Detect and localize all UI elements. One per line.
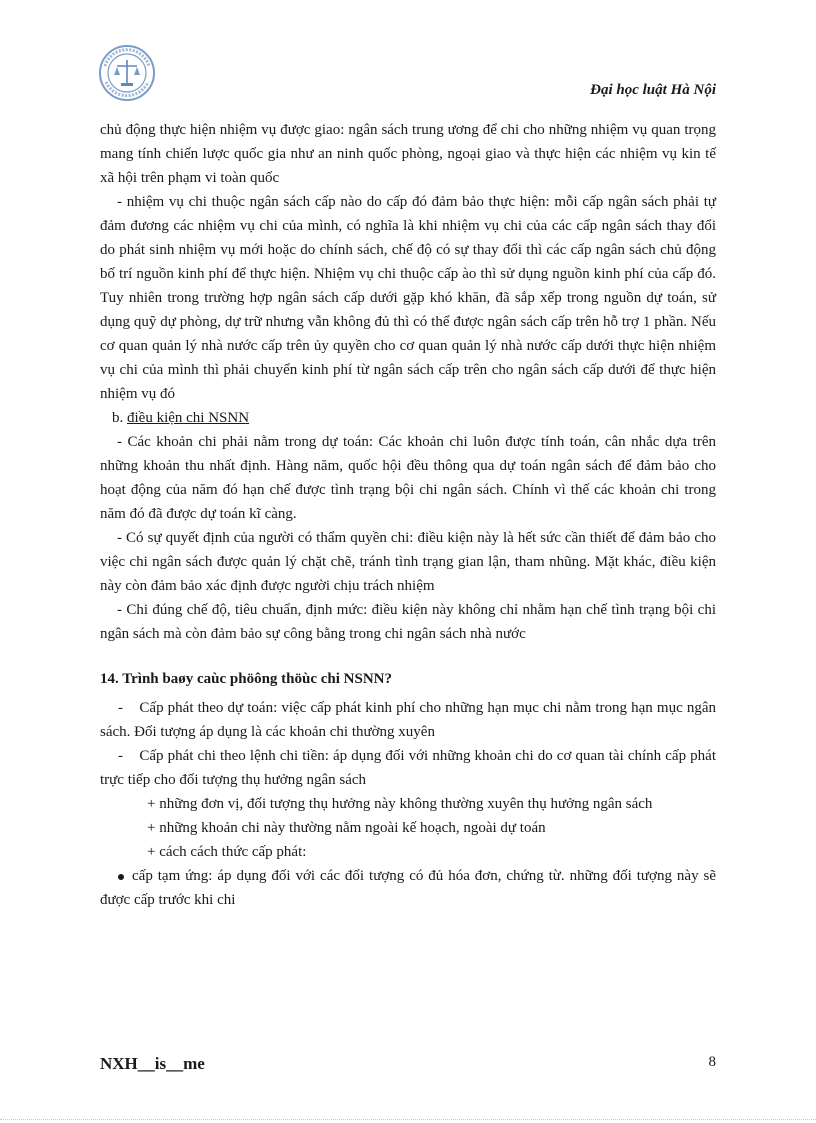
subheading-letter: b. xyxy=(112,410,124,426)
header-university-name: Đại học luật Hà Nội xyxy=(590,82,716,98)
university-seal-logo xyxy=(98,44,156,102)
bullet-item xyxy=(100,864,716,912)
subheading-text: điều kiện chi NSNN xyxy=(127,410,250,426)
document-body xyxy=(100,118,720,912)
subheading xyxy=(100,406,716,430)
sub-list-item: + những đơn vị, đối tượng thụ hưởng này không thường xuyên thụ hưởng ngân sách xyxy=(147,796,653,812)
list-item: - Cấp phát chi theo lệnh chi tiền: áp dụng đối với những khoản chi do cơ quan tài chính cấp phát trực tiếp cho đối tượng thụ hưởng ngân sách xyxy=(100,748,720,788)
sub-list-item: + những khoản chi này thường nằm ngoài kế hoạch, ngoài dự toán xyxy=(147,820,546,836)
paragraph: - Các khoản chi phải nằm trong dự toán: Các khoản chi luôn được tính toán, cân nhắc dựa trên những khoản thu nhất định. Hàng năm, quốc hội đều thông qua dự toán ngân sách để đảm bảo cho hoạt động của năm đó hạn chế được tình trạng bội chi ngân sách. Chính vì thế các khoản chi trong năm đó đã được dự toán kĩ càng. xyxy=(100,434,716,522)
question-heading: 14. Trình baøy caùc phöông thöùc chi NSNN? xyxy=(100,671,393,687)
paragraph: chủ động thực hiện nhiệm vụ được giao: ngân sách trung ương để chi cho những nhiệm vụ quan trọng mang tính chiến lược quốc gia như an ninh quốc phòng, ngoại giao và thực hiện các nhiệm vụ kin tế xã hội trên phạm vi toàn quốc xyxy=(100,122,716,186)
paragraph: - Chi đúng chế độ, tiêu chuẩn, định mức: điều kiện này không chỉ nhằm hạn chế tình trạng bội chi ngân sách mà còn đảm bảo sự công bằng trong chi ngân sách nhà nước xyxy=(100,602,716,642)
paragraph: - Có sự quyết định của người có thẩm quyền chi: điều kiện này là hết sức cần thiết để đảm bảo cho việc chi ngân sách được quản lý chặt chẽ, tránh tình trạng gian lận, tham nhũng. Mặt khác, điều kiện này còn đảm bảo xác định được người chịu trách nhiệm xyxy=(100,530,716,594)
sub-list-item: + cách cách thức cấp phát: xyxy=(147,844,307,860)
bullet-text: cấp tạm ứng: áp dụng đối với các đối tượng có đủ hóa đơn, chứng từ. những đối tượng này sẽ được cấp trước khi chi xyxy=(100,868,716,908)
bullet-icon xyxy=(118,874,124,880)
paragraph: - nhiệm vụ chi thuộc ngân sách cấp nào do cấp đó đảm bảo thực hiện: mỗi cấp ngân sách phải tự đảm đương các nhiệm vụ chi của mình, có nghĩa là khi nhiệm vụ chi của các cấp ngân sách thay đổi do phát sinh nhiệm vụ mới hoặc do chính sách, chế độ có sự thay đổi thì các cấp ngân sách chủ động bố trí nguồn kinh phí để thực hiện. Nhiệm vụ chi thuộc cấp ào thì sử dụng nguồn kinh phí của cấp đó. Tuy nhiên trong trường hợp ngân sách cấp dưới gặp khó khăn, đã sắp xếp trong nguồn dự toán, sử dụng quỹ dự phòng, dự trữ nhưng vẫn không đủ thì có thể được ngân sách cấp trên hỗ trợ 1 phần. Nếu cơ quan quản lý nhà nước cấp trên ủy quyền cho cơ quan quản lý nhà nước cấp dưới thực hiện nhiệm vụ chi của mình thì phải chuyển kinh phí từ ngân sách cấp trên cho ngân sách cấp dưới để thực hiện nhiệm vụ đó xyxy=(100,194,716,402)
footer-author: NXH__is__me xyxy=(100,1054,205,1073)
page-number: 8 xyxy=(708,1054,716,1070)
list-item: - Cấp phát theo dự toán: việc cấp phát kinh phí cho những hạn mục chi nằm trong hạn mục ngân sách. Đối tượng áp dụng là các khoản chi thường xuyên xyxy=(100,700,720,740)
page-bottom-divider xyxy=(0,1119,816,1120)
